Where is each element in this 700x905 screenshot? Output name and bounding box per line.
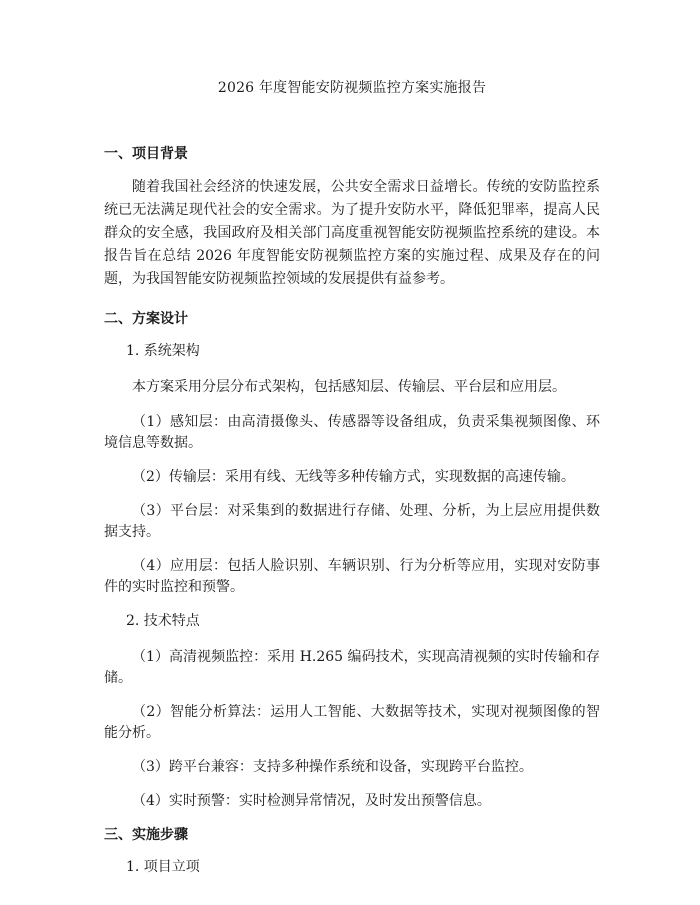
architecture-item-perception: （1）感知层：由高清摄像头、传感器等设备组成，负责采集视频图像、环境信息等数据。 xyxy=(104,414,600,451)
document-page xyxy=(104,78,600,893)
feature-item-hd-video: （1）高清视频监控：采用 H.265 编码技术，实现高清视频的实时传输和存储。 xyxy=(104,649,600,686)
architecture-item-platform: （3）平台层：对采集到的数据进行存储、处理、分析，为上层应用提供数据支持。 xyxy=(104,503,600,540)
feature-item-realtime-alert: （4）实时预警：实时检测异常情况，及时发出预警信息。 xyxy=(132,793,491,809)
architecture-lead-paragraph: 本方案采用分层分布式架构，包括感知层、传输层、平台层和应用层。 xyxy=(132,379,566,395)
architecture-item-application: （4）应用层：包括人脸识别、车辆识别、行为分析等应用，实现对安防事件的实时监控和预警。 xyxy=(104,558,600,595)
document-title: 2026 年度智能安防视频监控方案实施报告 xyxy=(217,80,487,96)
architecture-item-transport: （2）传输层：采用有线、无线等多种传输方式，实现数据的高速传输。 xyxy=(132,469,575,485)
feature-item-smart-analysis: （2）智能分析算法：运用人工智能、大数据等技术，实现对视频图像的智能分析。 xyxy=(104,704,600,741)
subheading-system-architecture: 1. 系统架构 xyxy=(126,343,200,359)
section-heading-design: 二、方案设计 xyxy=(104,311,188,327)
section-heading-background: 一、项目背景 xyxy=(104,146,188,162)
section-heading-implementation: 三、实施步骤 xyxy=(104,827,188,843)
feature-item-cross-platform: （3）跨平台兼容：支持多种操作系统和设备，实现跨平台监控。 xyxy=(132,759,533,775)
subheading-tech-features: 2. 技术特点 xyxy=(126,613,200,629)
subheading-project-initiation: 1. 项目立项 xyxy=(126,859,200,875)
background-paragraph: 随着我国社会经济的快速发展，公共安全需求日益增长。传统的安防监控系统已无法满足现代社会的安全需求。为了提升安防水平，降低犯罪率，提高人民群众的安全感，我国政府及相关部门高度重视智能安防视频监控系统的建设。本报告旨在总结 2026 年度智能安防视频监控方案的实施过程、成果及存在的问题，为我国智能安防视频监控领域的发展提供有益参考。 xyxy=(104,179,600,287)
